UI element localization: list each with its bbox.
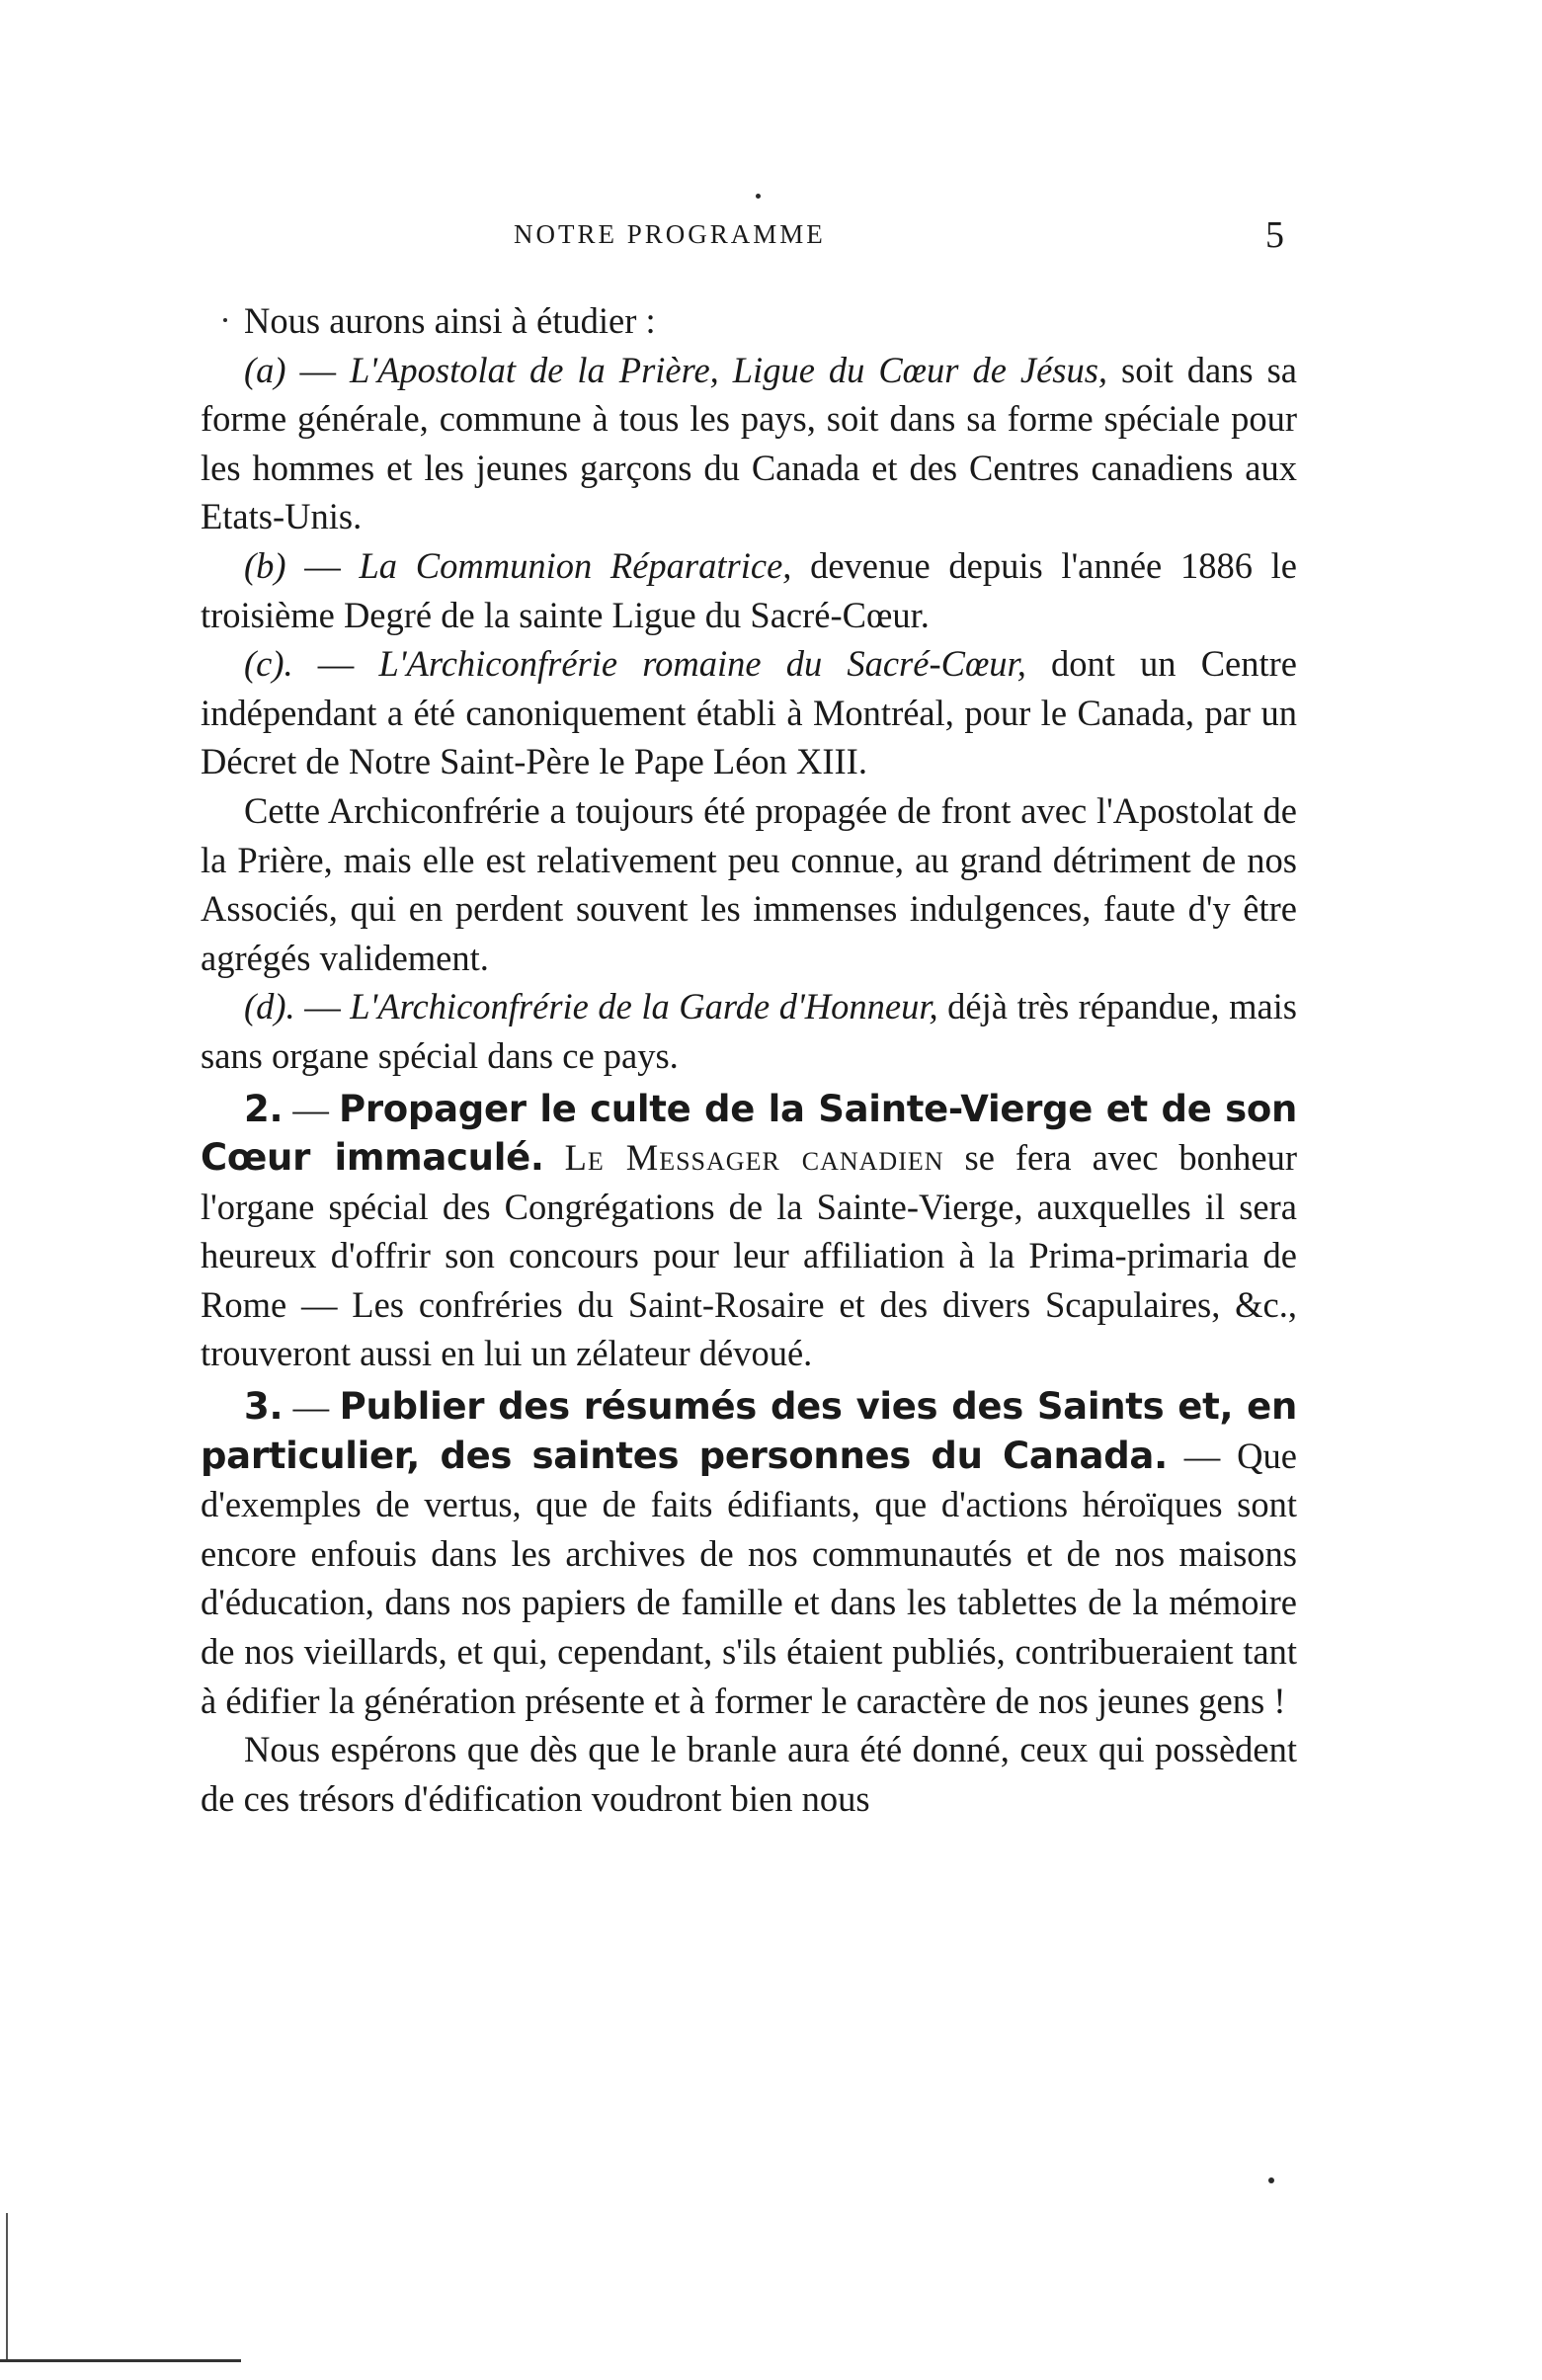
item-a-label: (a) xyxy=(244,349,286,390)
paragraph-item-c xyxy=(201,639,1297,786)
print-speck-bottom xyxy=(1268,2177,1274,2183)
paragraph-closing xyxy=(201,1725,1297,1823)
page-number: 5 xyxy=(1265,214,1284,256)
paragraph-item-d xyxy=(201,982,1297,1080)
item-a-dash: — xyxy=(285,349,350,390)
print-speck-left xyxy=(223,318,227,322)
item-d-dash: — xyxy=(294,986,351,1027)
section-3-text: — Que d'exemples de vertus, que de faits édifiants, que d'actions héroïques sont encore enfouis dans les archives de nos communautés et de nos maisons d'éducation, dans nos papiers de famille et dans les tablettes de la mémoire de nos vieillards, et qui, cependant, s'ils étaient publiés, contribueraient tant à édifier la génération présente et à former le caractère de nos jeunes gens ! xyxy=(201,1435,1297,1721)
paragraph-intro xyxy=(201,296,1297,346)
running-title: NOTRE PROGRAMME xyxy=(514,219,826,249)
section-2-text: se fera avec bonheur l'organe spécial des Congrégations de la Sainte-Vierge, auxquelles il sera heureux d'offrir son concours pour leur affiliation à la Prima-primaria de Rome — Les confréries du Saint-Rosaire et des divers Scapulaires, &c., trouveront aussi en lui un zélateur dévoué. xyxy=(201,1137,1297,1374)
paragraph-item-a xyxy=(201,346,1297,541)
item-c-label: (c). xyxy=(244,643,293,685)
section-2-dash: — xyxy=(283,1088,340,1129)
item-d-label: (d). xyxy=(244,986,295,1027)
intro-text: Nous aurons ainsi à étudier : xyxy=(244,300,656,341)
item-b-title: La Communion Réparatrice, xyxy=(359,544,792,586)
section-3-dash: — xyxy=(283,1386,340,1428)
section-3-heading: Publier des résumés des vies des Saints et, en particulier, des saintes personnes du Canada. xyxy=(201,1385,1298,1477)
item-c-dash: — xyxy=(292,643,379,685)
item-d-title: L'Archiconfrérie de la Garde d'Honneur, xyxy=(350,986,938,1027)
archiconfrerie-text: Cette Archiconfrérie a toujours été propagée de front avec l'Apostolat de la Prière, mais elle est relativement peu connue, au grand détriment de nos Associés, qui en perdent souvent les immenses indulgences, faute d'y être agrégés validement. xyxy=(201,789,1297,978)
print-speck-top xyxy=(756,194,761,199)
item-a-title: L'Apostolat de la Prière, Ligue du Cœur de Jésus, xyxy=(350,349,1108,390)
closing-text: Nous espérons que dès que le branle aura été donné, ceux qui possèdent de ces trésors d'édification voudront bien nous xyxy=(201,1729,1297,1819)
paragraph-section-3 xyxy=(201,1382,1297,1725)
item-b-label: (b) xyxy=(244,544,286,586)
bottom-edge-rule xyxy=(0,2359,241,2362)
binding-edge-mark xyxy=(6,2213,8,2361)
item-a-text: soit dans sa forme générale, commune à tous les pays, soit dans sa forme spéciale pour les hommes et les jeunes garçons du Canada et des Centres canadiens aux Etats-Unis. xyxy=(201,349,1298,537)
section-2-heading: Propager le culte de la Sainte-Vierge et de son Cœur immaculé. xyxy=(201,1087,1297,1180)
paragraph-section-2 xyxy=(201,1085,1297,1379)
item-d-text: déjà très répandue, mais sans organe spécial dans ce pays. xyxy=(201,986,1298,1076)
paragraph-item-b xyxy=(201,541,1297,639)
item-c-title: L'Archiconfrérie romaine du Sacré-Cœur, xyxy=(378,643,1026,685)
item-b-text: devenue depuis l'année 1886 le troisième Degré de la sainte Ligue du Sacré-Cœur. xyxy=(201,544,1298,635)
item-b-dash: — xyxy=(285,544,360,586)
paragraph-archiconfrerie xyxy=(201,786,1297,982)
section-3-number: 3. xyxy=(244,1385,284,1429)
item-c-text: dont un Centre indépendant a été canoniquement établi à Montréal, pour le Canada, par un Décret de Notre Saint-Père le Pape Léon XIII. xyxy=(201,643,1297,782)
page-body xyxy=(201,296,1297,1823)
section-2-number: 2. xyxy=(244,1087,284,1130)
messager-title: Le Messager canadien xyxy=(564,1137,944,1179)
